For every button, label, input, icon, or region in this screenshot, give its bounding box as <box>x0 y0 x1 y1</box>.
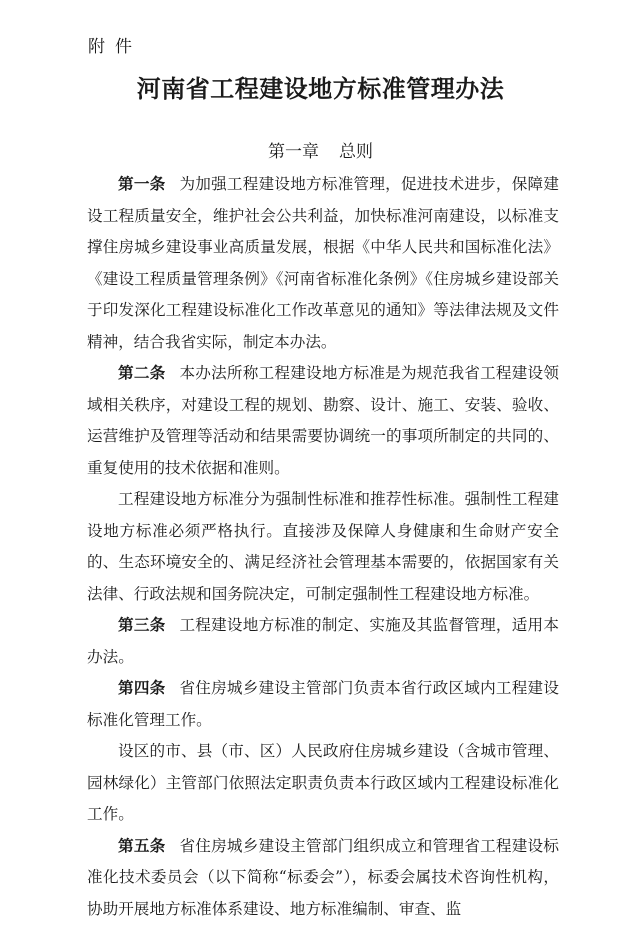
paragraph-text: 工程建设地方标准分为强制性标准和推荐性标准。强制性工程建设地方标准必须严格执行。直接涉及保障人身健康和生命财产安全的、生态环境安全的、满足经济社会管理基本需要的，依据国家有关法律、行政法规和国务院决定，可制定强制性工程建设地方标准。 <box>87 490 559 603</box>
paragraph-text: 为加强工程建设地方标准管理，促进技术进步，保障建设工程质量安全，维护社会公共利益，加快标准河南建设，以标准支撑住房城乡建设事业高质量发展，根据《中华人民共和国标准化法》《建设工程质量管理条例》《河南省标准化条例》《住房城乡建设部关于印发深化工程建设标准化工作改革意见的通知》等法律法规及文件精神，结合我省实际，制定本办法。 <box>87 175 559 351</box>
paragraph-text: 工程建设地方标准的制定、实施及其监督管理，适用本办法。 <box>87 616 559 666</box>
paragraph <box>87 610 559 673</box>
article-number: 第二条 <box>118 364 165 382</box>
document-title: 河南省工程建设地方标准管理办法 <box>0 74 641 104</box>
paragraph <box>87 169 559 358</box>
paragraph <box>87 484 559 610</box>
chapter-heading <box>0 141 641 163</box>
paragraph <box>87 358 559 484</box>
paragraph <box>87 831 559 925</box>
paragraph-text: 省住房城乡建设主管部门组织成立和管理省工程建设标准化技术委员会（以下简称“标委会”），标委会属技术咨询性机构，协助开展地方标准体系建设、地方标准编制、审查、监 <box>87 837 559 918</box>
article-number: 第三条 <box>118 616 165 634</box>
article-number: 第五条 <box>118 837 165 855</box>
article-number: 第四条 <box>118 679 165 697</box>
paragraph-text: 本办法所称工程建设地方标准是为规范我省工程建设领域相关秩序，对建设工程的规划、勘察、设计、施工、安装、验收、运营维护及管理等活动和结果需要协调统一的事项所制定的共同的、重复使用的技术依据和准则。 <box>87 364 559 477</box>
paragraph <box>87 736 559 831</box>
paragraph <box>87 673 559 736</box>
paragraph-text: 设区的市、县（市、区）人民政府住房城乡建设（含城市管理、园林绿化）主管部门依照法定职责负责本行政区域内工程建设标准化工作。 <box>87 742 559 823</box>
attachment-label: 附件 <box>88 36 142 58</box>
article-number: 第一条 <box>118 175 165 193</box>
chapter-number: 第一章 <box>268 142 319 162</box>
paragraph-text: 省住房城乡建设主管部门负责本省行政区域内工程建设标准化管理工作。 <box>87 679 559 729</box>
document-body <box>87 169 559 925</box>
chapter-name: 总则 <box>339 142 373 162</box>
